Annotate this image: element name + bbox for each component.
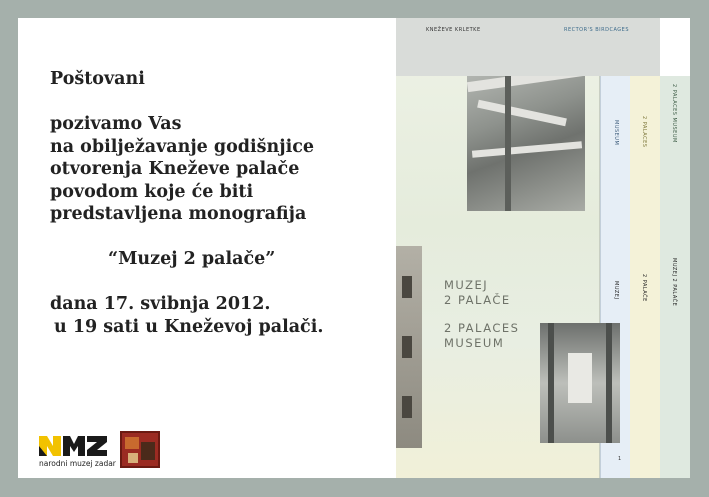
spine-yellow-bottom: 2 PALAČE <box>641 274 647 302</box>
book-back-top <box>396 18 660 76</box>
old-building-photo <box>396 246 422 448</box>
spine-green-bottom: MUZEJ 2 PALAČE <box>671 258 677 307</box>
invite-line: otvorenja Kneževe palače <box>50 159 300 179</box>
event-time-place: u 19 sati u Kneževoj palači. <box>54 316 324 337</box>
hall-photo <box>540 323 620 443</box>
cover-title-hr-1: MUZEJ <box>444 278 489 292</box>
book-green <box>658 76 690 478</box>
invitation-card <box>18 18 690 478</box>
top-label-hr: KNEŽEVE KRLETKE <box>426 27 481 33</box>
invitation-text <box>50 68 380 338</box>
spine-blue-bottom: MUZEJ <box>613 281 619 300</box>
invite-line: pozivamo Vas <box>50 114 182 134</box>
cover-title-en-1: 2 PALACES <box>444 321 520 335</box>
invite-line: na obilježavanje godišnjice <box>50 136 315 157</box>
cover-title-hr-2: 2 PALAČE <box>444 293 511 307</box>
spacer <box>50 226 380 249</box>
page-number: 1 <box>618 456 622 462</box>
spacer <box>50 91 380 114</box>
cover-title-en-2: MUSEUM <box>444 336 505 350</box>
monograph-title: “Muzej 2 palače” <box>108 249 276 269</box>
book-yellow <box>628 76 660 478</box>
monograph-books-image <box>396 18 690 478</box>
spine-blue-top: MUSEUM <box>613 120 619 146</box>
greeting: Poštovani <box>50 69 145 89</box>
invite-line: povodom koje će biti <box>50 181 254 202</box>
spine-green-top: 2 PALACES MUSEUM <box>671 84 677 143</box>
spine-yellow-top: 2 PALACES <box>641 116 647 148</box>
nmz-logo-mark <box>39 432 107 458</box>
spacer <box>50 271 380 294</box>
top-label-en: RECTOR'S BIRDCAGES <box>564 27 629 33</box>
book-front-cover <box>396 18 600 478</box>
event-date: dana 17. svibnja 2012. <box>50 294 271 314</box>
invite-line: predstavljena monografija <box>50 204 307 224</box>
museum-emblem-image <box>120 431 160 468</box>
nmz-logo <box>39 432 116 468</box>
nmz-logo-subtitle: narodni muzej zadar <box>39 459 116 468</box>
architecture-photo <box>467 54 585 211</box>
